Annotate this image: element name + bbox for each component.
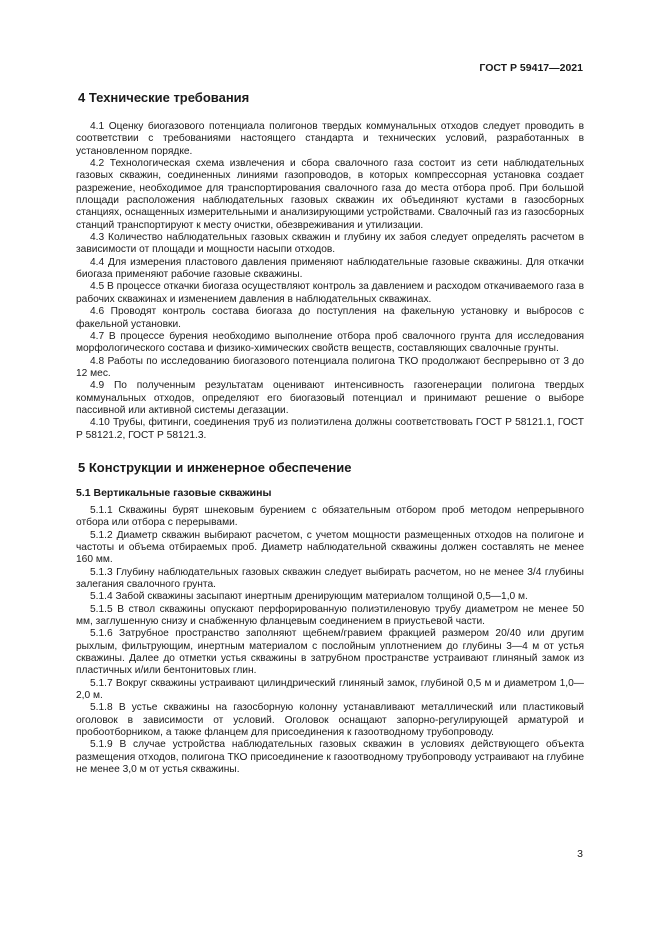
paragraph-5-1-9: 5.1.9 В случае устройства наблюдательных газовых скважин в условиях действующего объекта размещения отходов, полигона ТКО присоединение к газоотводному трубопроводу устраивают на глубине не менее 3,0 м от устья скважины. bbox=[76, 739, 584, 776]
paragraph-5-1-1: 5.1.1 Скважины бурят шнековым бурением с обязательным отбором проб методом непрерывного отбора или отбора с перерывами. bbox=[76, 504, 584, 529]
paragraph-5-1-2: 5.1.2 Диаметр скважин выбирают расчетом, с учетом мощности размещенных отходов на полигоне и частоты и объема отбираемых проб. Диаметр наблюдательной скважины должен составлять не менее 160 мм. bbox=[76, 529, 584, 566]
paragraph-4-8: 4.8 Работы по исследованию биогазового потенциала полигона ТКО продолжают беспрерывно от 3 до 12 мес. bbox=[76, 355, 584, 379]
paragraph-5-1-3: 5.1.3 Глубину наблюдательных газовых скважин следует выбирать расчетом, но не менее 3/4 глубины залегания свалочного грунта. bbox=[76, 566, 584, 590]
page-number: 3 bbox=[577, 848, 583, 860]
paragraph-4-10: 4.10 Трубы, фитинги, соединения труб из полиэтилена должны соответствовать ГОСТ Р 58121.1, ГОСТ Р 58121.2, ГОСТ Р 58121.3. bbox=[76, 417, 584, 441]
section-4-title: 4 Технические требования bbox=[78, 90, 250, 105]
subsection-5-1-title: 5.1 Вертикальные газовые скважины bbox=[76, 486, 272, 499]
paragraph-5-1-8: 5.1.8 В устье скважины на газосборную колонну устанавливают металлический или пластиковый оголовок в зависимости от условий. Оголовок оснащают запорно-регулирующей арматурой и пробоотборником, а также фланцем для присоединения к газоотводному трубопроводу. bbox=[76, 702, 584, 739]
paragraph-4-1: 4.1 Оценку биогазового потенциала полигонов твердых коммунальных отходов следует проводить в соответствии с требованиями настоящего стандарта и технических условий, разработанных в установленном порядке. bbox=[76, 121, 584, 157]
document-code: ГОСТ Р 59417—2021 bbox=[479, 62, 583, 74]
section-5-title: 5 Конструкции и инженерное обеспечение bbox=[78, 459, 352, 475]
paragraph-4-3: 4.3 Количество наблюдательных газовых скважин и глубину их забоя следует определять расчетом в зависимости от площади и мощности насыпи отходов. bbox=[76, 232, 584, 256]
paragraph-4-6: 4.6 Проводят контроль состава биогаза до поступления на факельную установку и выбросов с факельной установки. bbox=[76, 306, 584, 330]
paragraph-4-5: 4.5 В процессе откачки биогаза осуществляют контроль за давлением и расходом откачиваемого газа в рабочих скважинах и изменением давления в наблюдательных скважинах. bbox=[76, 281, 584, 305]
paragraph-5-1-4: 5.1.4 Забой скважины засыпают инертным дренирующим материалом толщиной 0,5—1,0 м. bbox=[90, 591, 528, 603]
paragraph-4-9: 4.9 По полученным результатам оценивают интенсивность газогенерации полигона твердых коммунальных отходов, определяют его биогазовый потенциал и принимают решение о выборе пассивной или активной системы дегазации. bbox=[76, 380, 584, 416]
paragraph-5-1-5: 5.1.5 В ствол скважины опускают перфорированную полиэтиленовую трубу диаметром не менее 50 мм, заглушенную снизу и снабженную фланцевым соединением в приустьевой части. bbox=[76, 603, 584, 628]
paragraph-4-2: 4.2 Технологическая схема извлечения и сбора свалочного газа состоит из сети наблюдательных газовых скважин, соединенных линиями газопроводов, в которых компрессорная установка создает разрежение, необходимое для транспортирования свалочного газа до места отбора проб. При большой площади расположения наблюдательных газовых скважин их объединяют кустами в газосборных станциях, оснащенных измерительными и анализирующими устройствами. Свалочный газ из газосборных станций транспортируют к месту очистки, обезвреживания и утилизации. bbox=[76, 158, 584, 231]
page-content bbox=[76, 90, 584, 777]
paragraph-4-7: 4.7 В процессе бурения необходимо выполнение отбора проб свалочного грунта для исследования морфологического состава и физико-химических свойств веществ, составляющих свалочные грунты. bbox=[76, 330, 584, 355]
paragraph-5-1-6: 5.1.6 Затрубное пространство заполняют щебнем/гравием фракцией размером 20/40 или другим рыхлым, фильтрующим, инертным материалом с послойным уплотнением до глубины 3—4 м от устья скважины. Далее до отметки устья скважины в затрубном пространстве устраивают глиняный замок из пластичных и/или бентонитовых глин. bbox=[76, 628, 584, 677]
paragraph-5-1-7: 5.1.7 Вокруг скважины устраивают цилиндрический глиняный замок, глубиной 0,5 м и диаметром 1,0—2,0 м. bbox=[76, 677, 584, 702]
paragraph-4-4: 4.4 Для измерения пластового давления применяют наблюдательные газовые скважины. Для откачки биогаза применяют рабочие газовые скважины. bbox=[76, 256, 584, 281]
